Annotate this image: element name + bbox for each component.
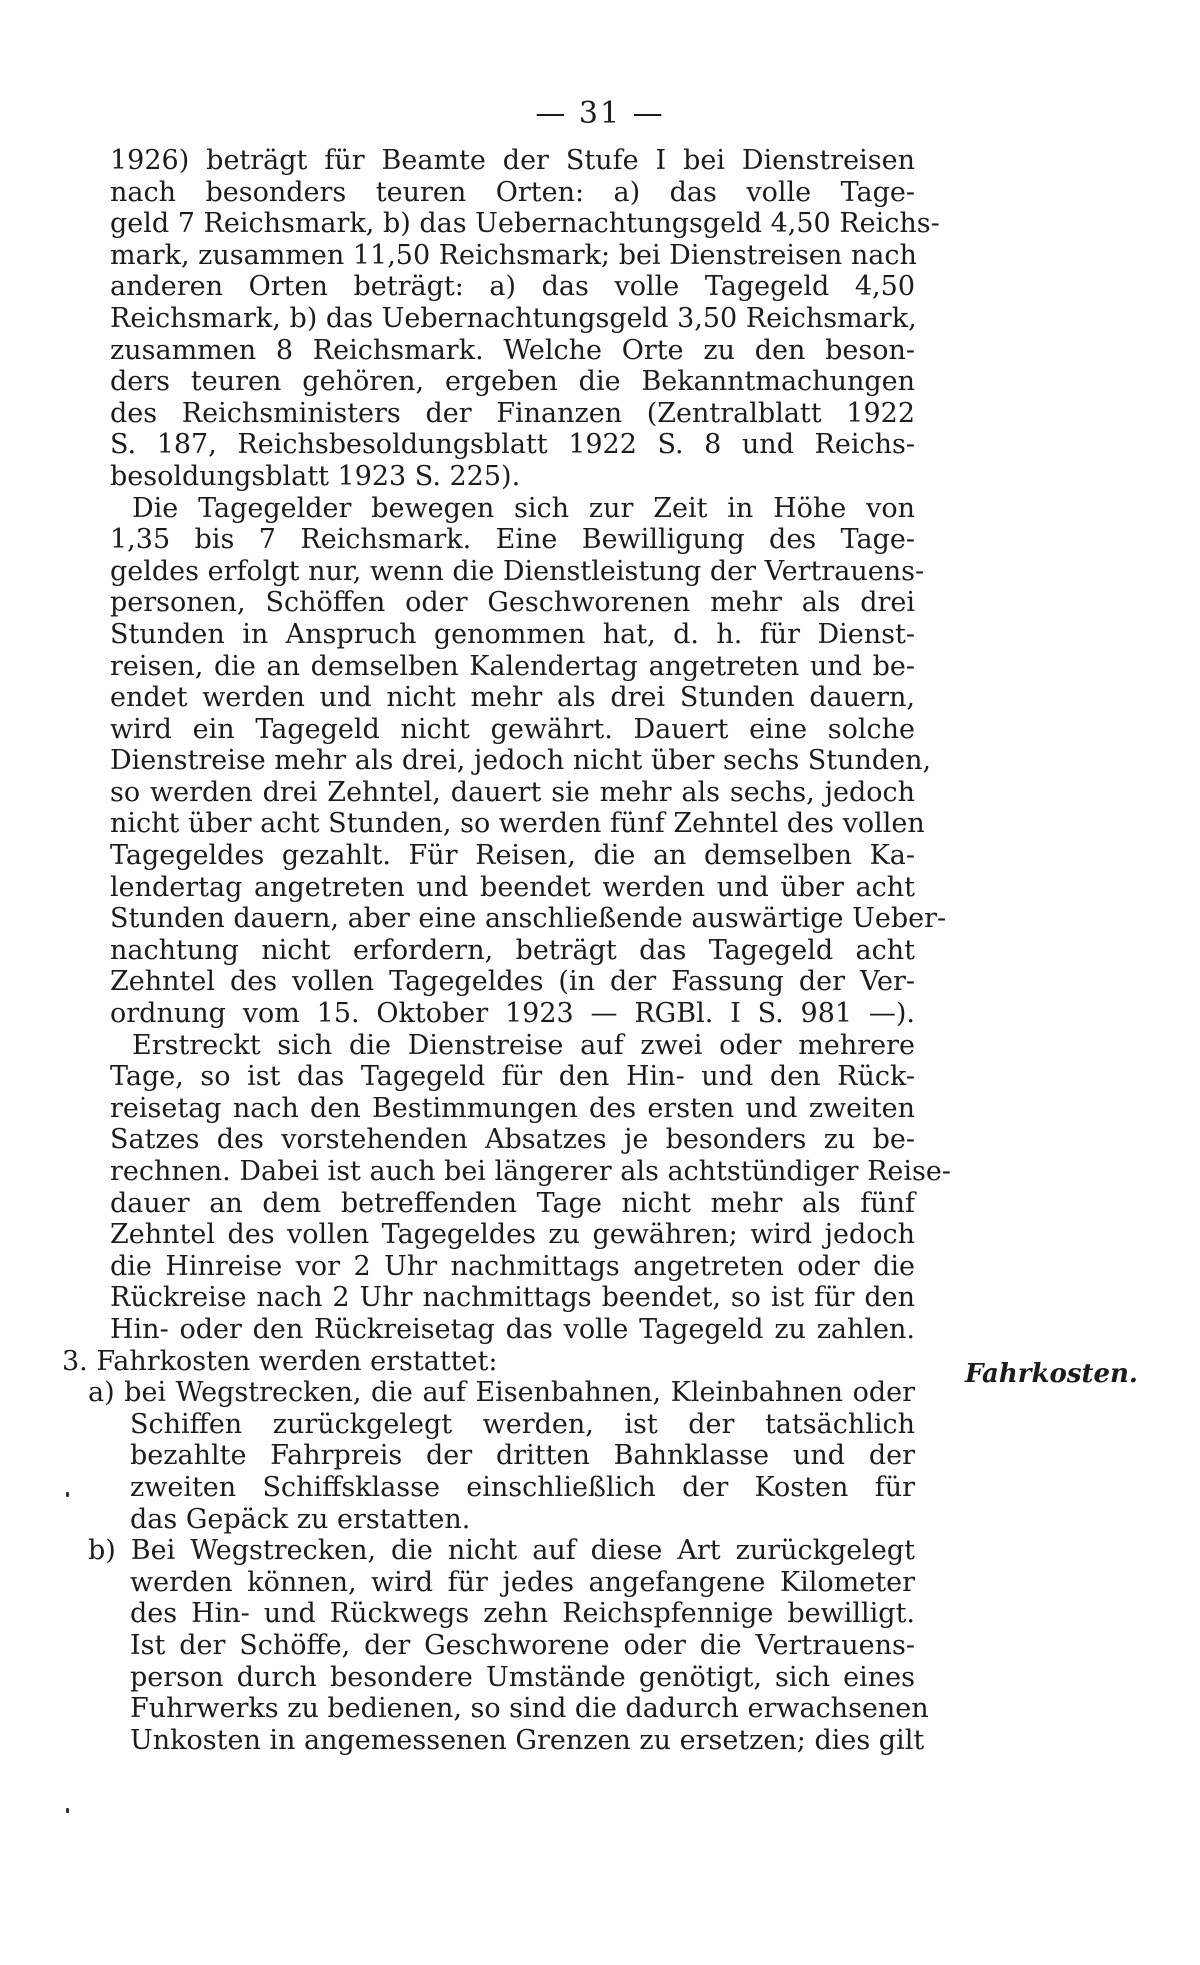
text-line: reisetag nach den Bestimmungen des ersten und zweiten	[110, 1092, 915, 1124]
text-line: Dienstreise mehr als drei, jedoch nicht über sechs Stunden,	[110, 745, 932, 777]
body-text	[62, 145, 951, 1756]
text-line: Unkosten in angemessenen Grenzen zu ersetzen; dies gilt	[130, 1724, 925, 1756]
text-line: Hin- oder den Rückreisetag das volle Tagegeld zu zahlen.	[110, 1313, 915, 1345]
print-speck	[66, 1808, 69, 1813]
text-line: des Hin- und Rückwegs zehn Reichspfennige bewilligt.	[130, 1598, 915, 1630]
text-line: Die Tagegelder bewegen sich zur Zeit in Höhe von	[132, 492, 915, 524]
text-line: nachtung nicht erfordern, beträgt das Tagegeld acht	[110, 934, 915, 966]
text-line: Zehntel des vollen Tagegeldes zu gewähren; wird jedoch	[110, 1219, 915, 1251]
text-line: Schiffen zurückgelegt werden, ist der tatsächlich	[130, 1408, 915, 1440]
print-speck	[66, 1492, 69, 1497]
text-line: zweiten Schiffsklasse einschließlich der Kosten für	[130, 1471, 915, 1503]
text-line: Tage, so ist das Tagegeld für den Hin- und den Rück-	[110, 1061, 915, 1093]
section-heading-fahrkosten: 3. Fahrkosten werden erstattet:	[62, 1345, 498, 1377]
text-line: rechnen. Dabei ist auch bei längerer als achtstündiger Reise-	[110, 1156, 951, 1187]
text-line: Fuhrwerks zu bedienen, so sind die dadurch erwachsenen	[130, 1693, 929, 1725]
text-line: mark, zusammen 11,50 Reichsmark; bei Dienstreisen nach	[110, 239, 917, 271]
text-line: ders teuren gehören, ergeben die Bekanntmachungen	[110, 366, 915, 398]
text-line: S. 187, Reichsbesoldungsblatt 1922 S. 8 und Reichs-	[110, 429, 915, 461]
list-item-b: b) Bei Wegstrecken, die nicht auf diese Art zurückgelegt	[88, 1535, 915, 1567]
text-line: endet werden und nicht mehr als drei Stunden dauern,	[110, 682, 915, 714]
text-line: Stunden dauern, aber eine anschließende auswärtige Ueber-	[110, 903, 947, 935]
text-line: geldes erfolgt nur, wenn die Dienstleistung der Vertrauens-	[110, 555, 925, 587]
text-line: dauer an dem betreffenden Tage nicht mehr als fünf	[110, 1187, 915, 1219]
text-line: geld 7 Reichsmark, b) das Uebernachtungsgeld 4,50 Reichs-	[110, 208, 940, 240]
text-line: lendertag angetreten und beendet werden und über acht	[110, 871, 915, 903]
text-line: Zehntel des vollen Tagegeldes (in der Fassung der Ver-	[110, 966, 915, 998]
text-line: Erstreckt sich die Dienstreise auf zwei oder mehrere	[132, 1029, 915, 1061]
page-number: — 31 —	[535, 96, 665, 131]
text-line: Rückreise nach 2 Uhr nachmittags beendet, so ist für den	[110, 1282, 915, 1314]
text-line: anderen Orten beträgt: a) das volle Tagegeld 4,50	[110, 271, 915, 303]
text-line: Satzes des vorstehenden Absatzes je besonders zu be-	[110, 1124, 915, 1156]
list-item-a: a) bei Wegstrecken, die auf Eisenbahnen, Kleinbahnen oder	[88, 1377, 915, 1409]
text-line: person durch besondere Umstände genötigt, sich eines	[130, 1661, 915, 1693]
text-line: besoldungsblatt 1923 S. 225).	[110, 460, 521, 492]
text-line: die Hinreise vor 2 Uhr nachmittags angetreten oder die	[110, 1250, 915, 1282]
text-line: reisen, die an demselben Kalendertag angetreten und be-	[110, 650, 915, 682]
text-line: bezahlte Fahrpreis der dritten Bahnklasse und der	[130, 1440, 915, 1472]
text-line: Stunden in Anspruch genommen hat, d. h. für Dienst-	[110, 618, 915, 650]
text-line: Tagegeldes gezahlt. Für Reisen, die an demselben Ka-	[110, 840, 915, 872]
text-line: 1,35 bis 7 Reichsmark. Eine Bewilligung des Tage-	[110, 524, 915, 556]
text-line: Reichsmark, b) das Uebernachtungsgeld 3,50 Reichsmark,	[110, 302, 917, 334]
text-line: so werden drei Zehntel, dauert sie mehr als sechs, jedoch	[110, 776, 915, 808]
text-line: wird ein Tagegeld nicht gewährt. Dauert eine solche	[110, 713, 915, 745]
text-line: zusammen 8 Reichsmark. Welche Orte zu den beson-	[110, 334, 915, 366]
text-line: werden können, wird für jedes angefangene Kilometer	[130, 1566, 915, 1598]
text-line: personen, Schöffen oder Geschworenen mehr als drei	[110, 587, 915, 619]
margin-note: Fahrkosten.	[965, 1359, 1138, 1389]
text-line: Ist der Schöffe, der Geschworene oder die Vertrauens-	[130, 1629, 915, 1661]
text-line: nicht über acht Stunden, so werden fünf Zehntel des vollen	[110, 808, 925, 840]
text-line: nach besonders teuren Orten: a) das volle Tage-	[110, 176, 915, 208]
text-line: ordnung vom 15. Oktober 1923 — RGBl. I S. 981 —).	[110, 998, 915, 1030]
text-line: 1926) beträgt für Beamte der Stufe I bei Dienstreisen	[110, 145, 915, 176]
text-line: das Gepäck zu erstatten.	[130, 1503, 471, 1535]
text-line: des Reichsministers der Finanzen (Zentralblatt 1922	[110, 397, 915, 429]
